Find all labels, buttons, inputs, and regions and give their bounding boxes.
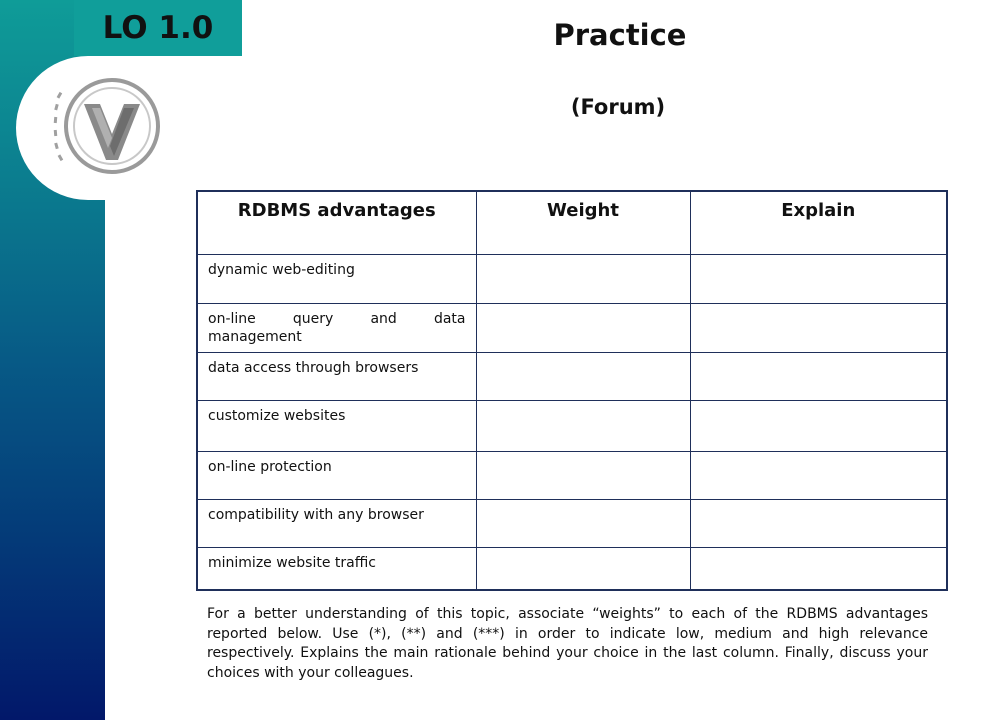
table-row — [197, 547, 947, 590]
advantage-cell: data access through browsers — [197, 352, 476, 400]
page-title: Practice — [553, 18, 687, 52]
advantage-cell: dynamic web-editing — [197, 254, 476, 303]
table-row — [197, 254, 947, 303]
table-row — [197, 499, 947, 547]
advantage-cell: on-line protection — [197, 451, 476, 499]
explain-cell[interactable] — [690, 352, 947, 400]
advantage-cell: compatibility with any browser — [197, 499, 476, 547]
table-row — [197, 303, 947, 352]
weight-cell[interactable] — [476, 254, 690, 303]
weight-cell[interactable] — [476, 352, 690, 400]
page-subtitle: (Forum) — [570, 95, 666, 119]
weight-cell[interactable] — [476, 303, 690, 352]
advantage-cell: customize websites — [197, 400, 476, 451]
header-advantages: RDBMS advantages — [197, 191, 476, 254]
table-row — [197, 451, 947, 499]
explain-cell[interactable] — [690, 547, 947, 590]
explain-cell[interactable] — [690, 400, 947, 451]
header-weight: Weight — [476, 191, 690, 254]
explain-cell[interactable] — [690, 254, 947, 303]
explain-cell[interactable] — [690, 303, 947, 352]
table-row — [197, 400, 947, 451]
advantages-table — [196, 190, 948, 591]
weight-cell[interactable] — [476, 400, 690, 451]
explain-cell[interactable] — [690, 451, 947, 499]
advantage-cell: minimize website traffic — [197, 547, 476, 590]
weight-cell[interactable] — [476, 451, 690, 499]
weight-cell[interactable] — [476, 547, 690, 590]
header-explain: Explain — [690, 191, 947, 254]
table-row — [197, 352, 947, 400]
table-header-row — [197, 191, 947, 254]
project-logo-icon — [48, 74, 172, 184]
weight-cell[interactable] — [476, 499, 690, 547]
lo-label-text: LO 1.0 — [102, 10, 214, 46]
advantage-cell: on-line query and data management — [197, 303, 476, 352]
explain-cell[interactable] — [690, 499, 947, 547]
instructions-note: For a better understanding of this topic, associate “weights” to each of the RDBMS advantages reported below. Use (*), (**) and (***) in order to indicate low, medium and high relevance respectively. Explains the main rationale behind your choice in the last column. Finally, discuss your choices with your colleagues. — [207, 606, 928, 681]
lo-label — [74, 0, 242, 56]
